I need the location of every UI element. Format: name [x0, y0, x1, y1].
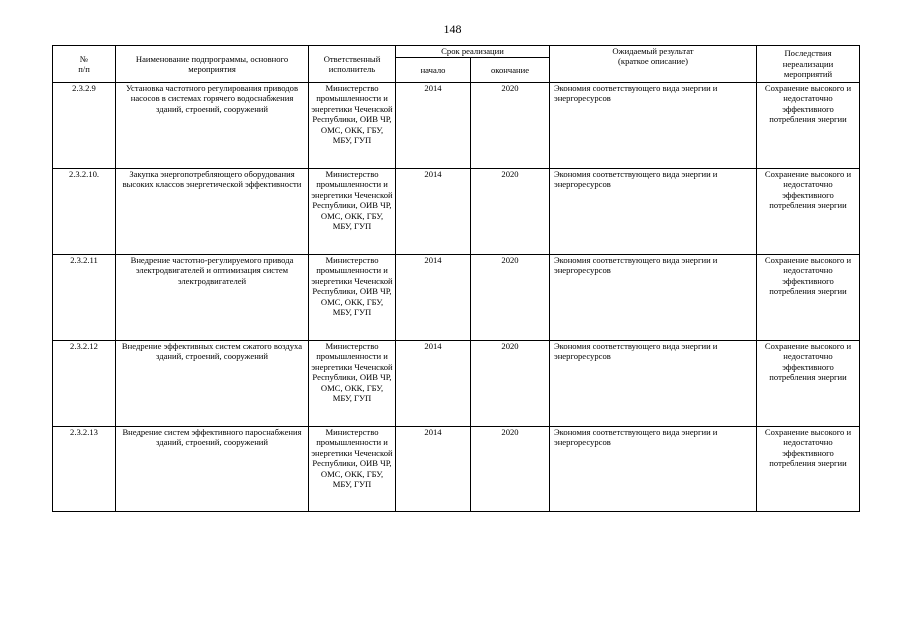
cell-consequences: Сохранение высокого и недостаточно эффективного потребления энергии	[757, 341, 860, 427]
cell-start: 2014	[396, 83, 471, 169]
table-row	[53, 255, 860, 341]
cell-end: 2020	[471, 427, 550, 512]
header-row-top	[53, 46, 860, 58]
cell-executor: Министерство промышленности и энергетики Чеченской Республики, ОИВ ЧР, ОМС, ОКК, ГБУ, МБУ, ГУП	[309, 169, 396, 255]
cell-num: 2.3.2.12	[53, 341, 116, 427]
cell-consequences: Сохранение высокого и недостаточно эффективного потребления энергии	[757, 255, 860, 341]
cell-name: Установка частотного регулирования приводов насосов в системах горячего водоснабжения зданий, строений, сооружений	[116, 83, 309, 169]
table-row	[53, 341, 860, 427]
cell-result: Экономия соответствующего вида энергии и энергоресурсов	[550, 255, 757, 341]
header-start: начало	[396, 58, 471, 83]
cell-executor: Министерство промышленности и энергетики Чеченской Республики, ОИВ ЧР, ОМС, ОКК, ГБУ, МБУ, ГУП	[309, 341, 396, 427]
cell-result: Экономия соответствующего вида энергии и энергоресурсов	[550, 341, 757, 427]
cell-name: Внедрение систем эффективного пароснабжения зданий, строений, сооружений	[116, 427, 309, 512]
cell-executor: Министерство промышленности и энергетики Чеченской Республики, ОИВ ЧР, ОМС, ОКК, ГБУ, МБУ, ГУП	[309, 83, 396, 169]
header-result: Ожидаемый результат (краткое описание)	[550, 46, 757, 83]
cell-end: 2020	[471, 83, 550, 169]
cell-end: 2020	[471, 255, 550, 341]
cell-result: Экономия соответствующего вида энергии и энергоресурсов	[550, 427, 757, 512]
cell-name: Закупка энергопотребляющего оборудования высоких классов энергетической эффективности	[116, 169, 309, 255]
header-num: № п/п	[53, 46, 116, 83]
program-table	[52, 45, 860, 512]
cell-end: 2020	[471, 169, 550, 255]
page-number: 148	[443, 22, 462, 36]
cell-executor: Министерство промышленности и энергетики Чеченской Республики, ОИВ ЧР, ОМС, ОКК, ГБУ, МБУ, ГУП	[309, 255, 396, 341]
cell-num: 2.3.2.10.	[53, 169, 116, 255]
header-period: Срок реализации	[396, 46, 550, 58]
cell-end: 2020	[471, 341, 550, 427]
table-row	[53, 83, 860, 169]
header-consequences: Последствия нереализации мероприятий	[757, 46, 860, 83]
header-end: окончание	[471, 58, 550, 83]
header-executor: Ответственный исполнитель	[309, 46, 396, 83]
cell-result: Экономия соответствующего вида энергии и энергоресурсов	[550, 83, 757, 169]
table-row	[53, 169, 860, 255]
cell-consequences: Сохранение высокого и недостаточно эффективного потребления энергии	[757, 83, 860, 169]
cell-num: 2.3.2.13	[53, 427, 116, 512]
table-row	[53, 427, 860, 512]
cell-num: 2.3.2.11	[53, 255, 116, 341]
cell-start: 2014	[396, 427, 471, 512]
cell-start: 2014	[396, 169, 471, 255]
cell-name: Внедрение частотно-регулируемого привода электродвигателей и оптимизация систем электродвигателей	[116, 255, 309, 341]
cell-consequences: Сохранение высокого и недостаточно эффективного потребления энергии	[757, 169, 860, 255]
cell-consequences: Сохранение высокого и недостаточно эффективного потребления энергии	[757, 427, 860, 512]
cell-start: 2014	[396, 341, 471, 427]
cell-start: 2014	[396, 255, 471, 341]
header-name: Наименование подпрограммы, основного мероприятия	[116, 46, 309, 83]
cell-result: Экономия соответствующего вида энергии и энергоресурсов	[550, 169, 757, 255]
cell-name: Внедрение эффективных систем сжатого воздуха зданий, строений, сооружений	[116, 341, 309, 427]
cell-num: 2.3.2.9	[53, 83, 116, 169]
cell-executor: Министерство промышленности и энергетики Чеченской Республики, ОИВ ЧР, ОМС, ОКК, ГБУ, МБУ, ГУП	[309, 427, 396, 512]
